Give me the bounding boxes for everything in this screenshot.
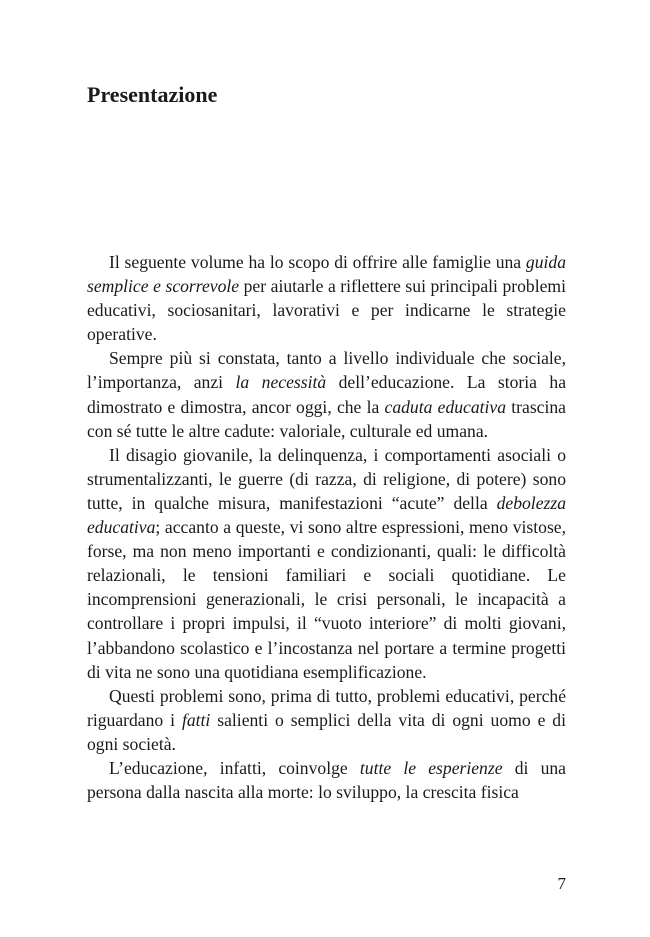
emphasis-text: caduta educativa [384,396,507,417]
text-segment: Questi problemi sono, prima di tutto, problemi educativi, perché riguardano i [87,685,566,730]
paragraph-2 [87,346,566,442]
text-segment: salienti o semplici della vita di ogni uomo e di ogni società. [87,709,566,754]
text-segment: dell’educazione. La storia ha dimostrato e dimostra, ancor oggi, che la [87,372,567,417]
body-text [87,250,566,804]
paragraph-3 [87,443,566,684]
text-segment: Sempre più si constata, tanto a livello individuale che sociale, l’importanza, anzi [87,348,566,393]
paragraph-4 [87,684,566,756]
paragraph-1 [87,250,566,346]
text-segment: L’educazione, infatti, coinvolge [109,757,360,778]
text-segment: trascina con sé tutte le altre cadute: valoriale, culturale ed umana. [87,396,566,441]
text-segment: Il disagio giovanile, la delinquenza, i comportamenti asociali o strumentalizzanti, le guerre (di razza, di religione, di potere) sono tutte, in qualche misura, manifestazioni “acute” della [87,444,566,513]
emphasis-text: guida semplice e scorrevole [87,252,566,297]
page-title: Presentazione [87,82,218,107]
emphasis-text: debolezza educativa [87,492,566,538]
page-number: 7 [557,874,566,893]
emphasis-text: la necessità [235,372,327,393]
emphasis-text: tutte le esperienze [359,757,503,778]
emphasis-text: fatti [181,709,211,730]
text-segment: ; accanto a queste, vi sono altre espressioni, meno vistose, forse, ma non meno importanti e condizionanti, quali: le difficoltà relazionali, le tensioni familiari e sociali quotidiane. Le incomprensioni generazionali, le crisi personali, le incapacità a controllare i propri impulsi, il “vuoto interiore” di molti giovani, l’abbandono scolastico e l’incostanza nel portare a termine progetti di vita ne sono una quotidiana esemplificazione. [87,517,566,682]
text-segment: per aiutarle a riflettere sui principali problemi educativi, sociosanitari, lavorativi e per indicarne le strategie operative. [87,276,566,345]
text-segment: di una persona dalla nascita alla morte: lo sviluppo, la crescita fisica [87,757,566,803]
paragraph-5 [87,756,566,804]
text-segment: Il seguente volume ha lo scopo di offrire alle famiglie una [109,252,526,272]
